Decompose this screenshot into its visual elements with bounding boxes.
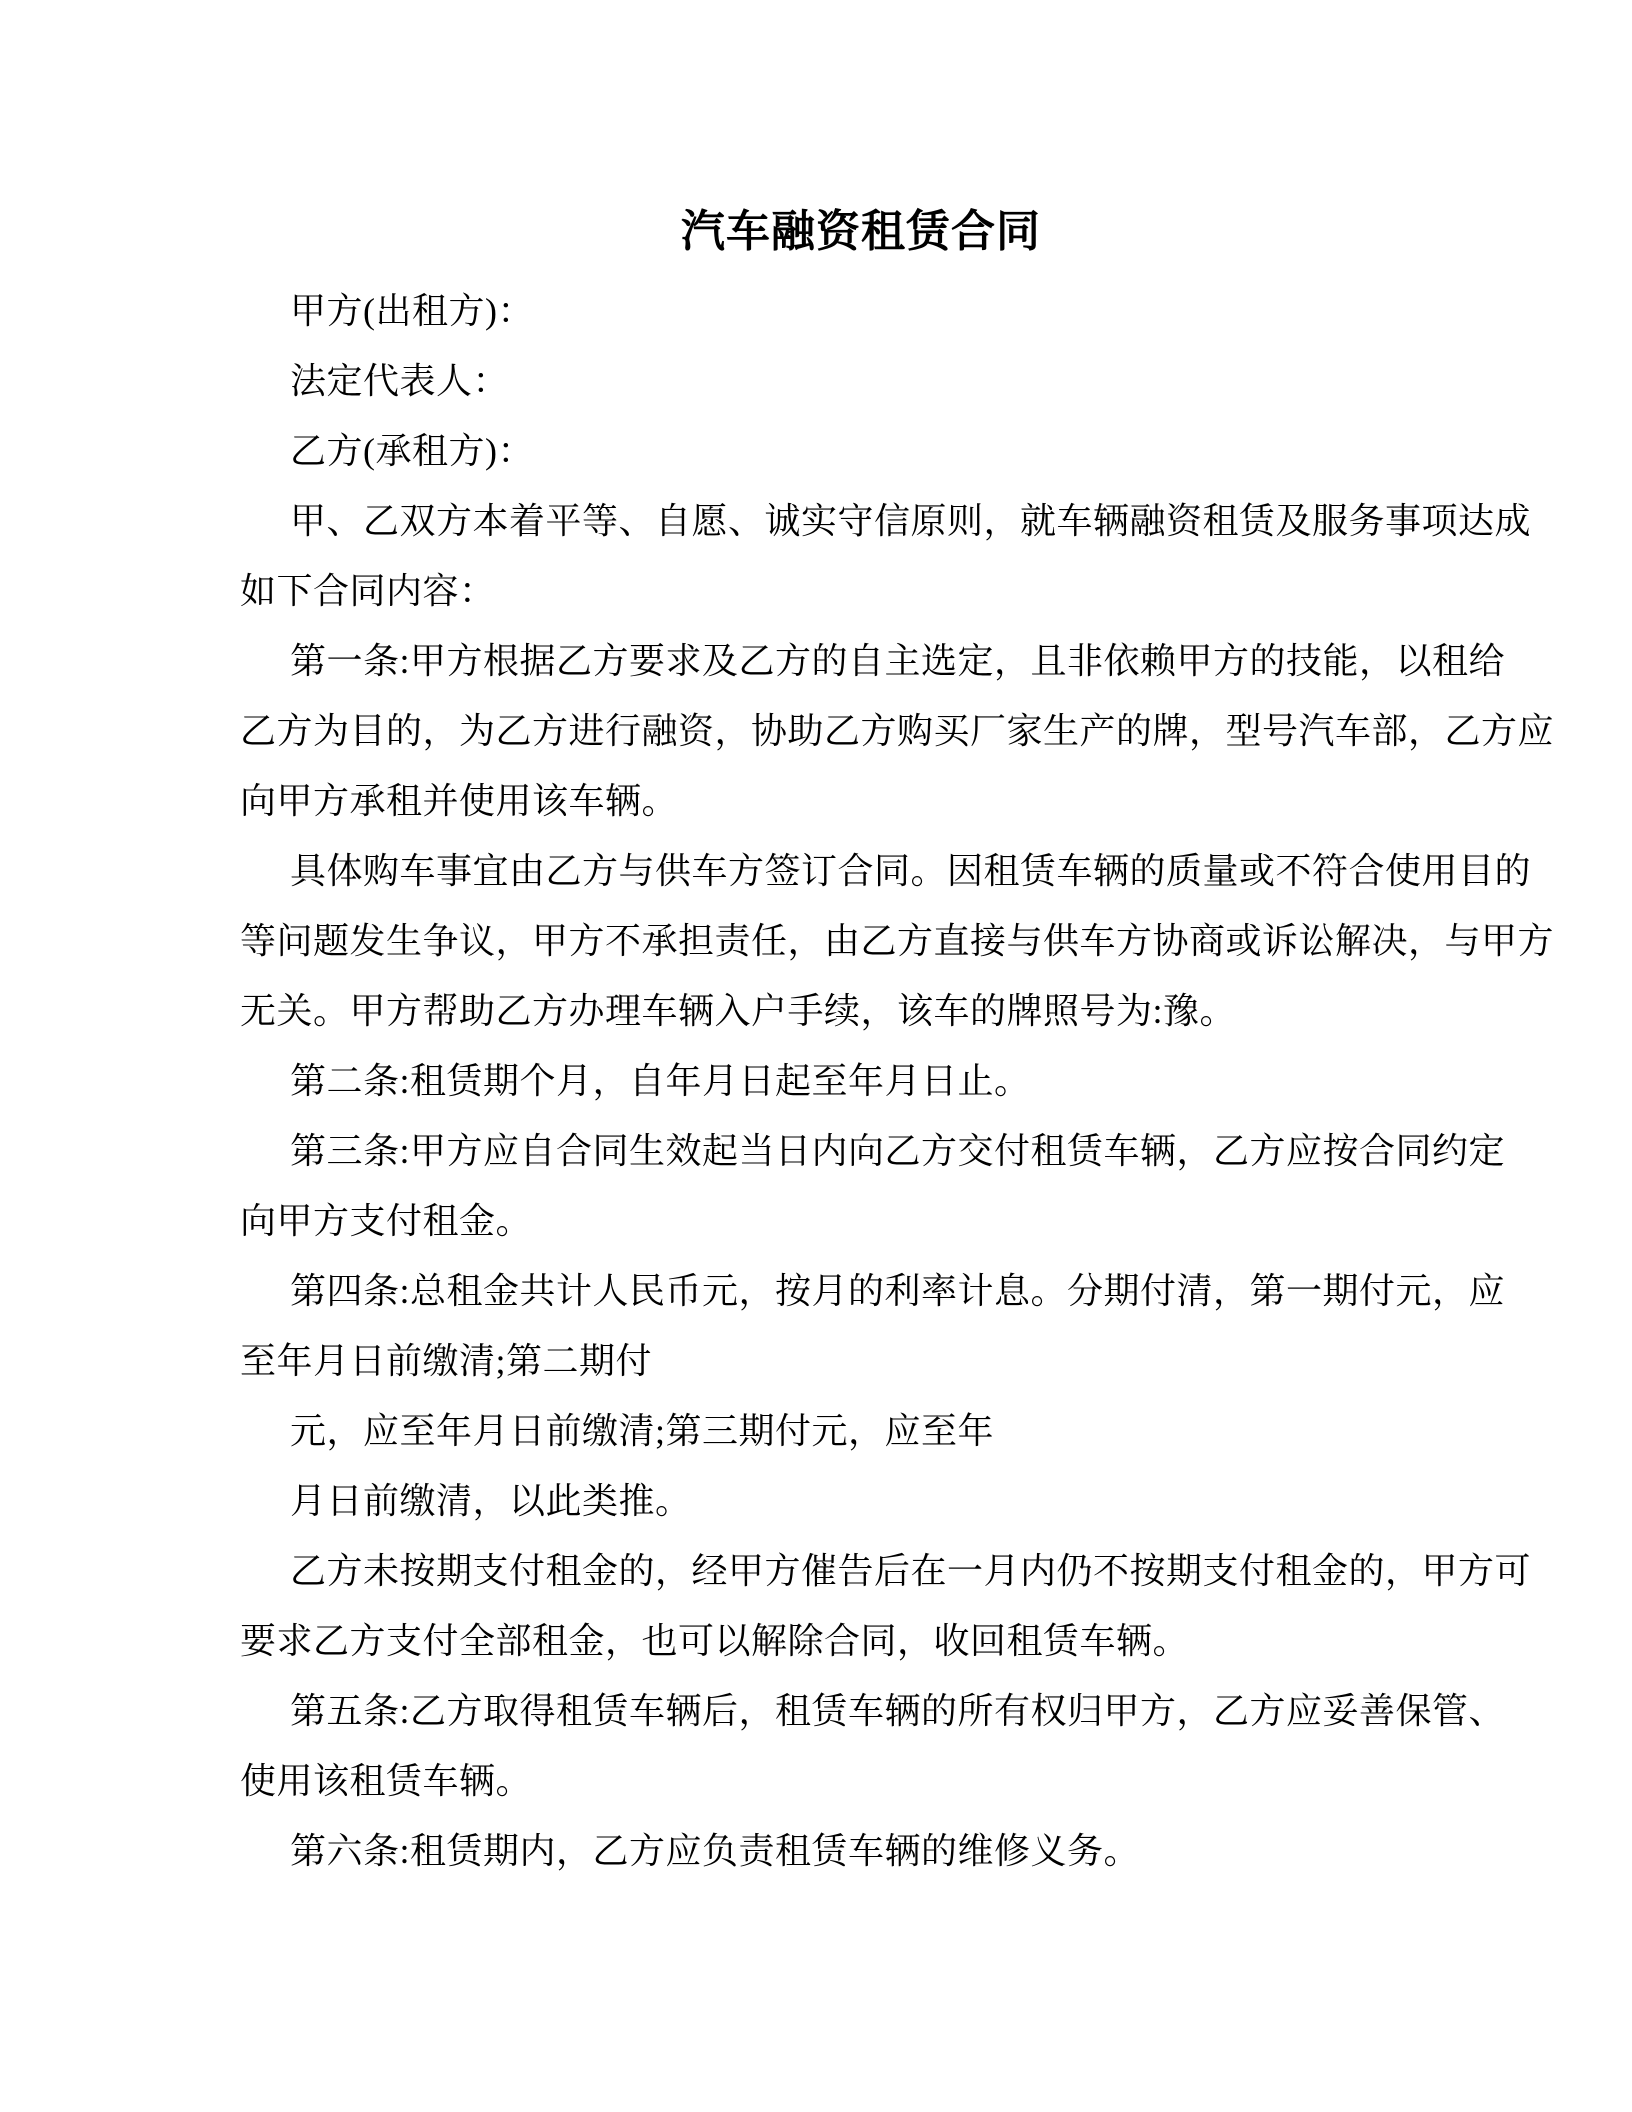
document-line: 甲方(出租方)： bbox=[290, 291, 534, 331]
document-line: 第六条:租赁期内，乙方应负责租赁车辆的维修义务。 bbox=[290, 1831, 1141, 1871]
document-line: 第四条:总租金共计人民币元，按月的利率计息。分期付清，第一期付元，应 bbox=[290, 1271, 1506, 1311]
document-line: 甲、乙双方本着平等、自愿、诚实守信原则，就车辆融资租赁及服务事项达成 bbox=[290, 501, 1532, 541]
document-line: 第二条:租赁期个月，自年月日起至年月日止。 bbox=[290, 1061, 1031, 1101]
document-line: 元，应至年月日前缴清;第三期付元，应至年 bbox=[290, 1411, 995, 1451]
document-line: 乙方为目的，为乙方进行融资，协助乙方购买厂家生产的牌，型号汽车部，乙方应 bbox=[240, 711, 1555, 751]
document-title: 汽车融资租赁合同 bbox=[681, 207, 1041, 256]
document-line: 月日前缴清，以此类推。 bbox=[290, 1481, 692, 1521]
document-line: 乙方未按期支付租金的，经甲方催告后在一月内仍不按期支付租金的，甲方可 bbox=[290, 1551, 1532, 1591]
document-line: 乙方(承租方)： bbox=[290, 431, 534, 471]
document-line: 具体购车事宜由乙方与供车方签订合同。因租赁车辆的质量或不符合使用目的 bbox=[290, 851, 1532, 891]
document-line: 法定代表人： bbox=[290, 361, 510, 401]
document-line: 向甲方支付租金。 bbox=[240, 1201, 533, 1241]
document-line: 使用该租赁车辆。 bbox=[240, 1761, 533, 1801]
document-line: 第五条:乙方取得租赁车辆后，租赁车辆的所有权归甲方，乙方应妥善保管、 bbox=[290, 1691, 1506, 1731]
document-line: 如下合同内容： bbox=[240, 571, 496, 611]
document-line: 无关。甲方帮助乙方办理车辆入户手续，该车的牌照号为:豫。 bbox=[240, 991, 1237, 1031]
document-line: 至年月日前缴清;第二期付 bbox=[240, 1341, 653, 1381]
document-line: 等问题发生争议，甲方不承担责任，由乙方直接与供车方协商或诉讼解决，与甲方 bbox=[240, 921, 1555, 961]
document-line: 要求乙方支付全部租金，也可以解除合同，收回租赁车辆。 bbox=[240, 1621, 1190, 1661]
document-line: 第一条:甲方根据乙方要求及乙方的自主选定，且非依赖甲方的技能，以租给 bbox=[290, 641, 1506, 681]
document-line: 第三条:甲方应自合同生效起当日内向乙方交付租赁车辆，乙方应按合同约定 bbox=[290, 1131, 1506, 1171]
document-line: 向甲方承租并使用该车辆。 bbox=[240, 781, 679, 821]
document-body bbox=[240, 276, 1555, 1886]
